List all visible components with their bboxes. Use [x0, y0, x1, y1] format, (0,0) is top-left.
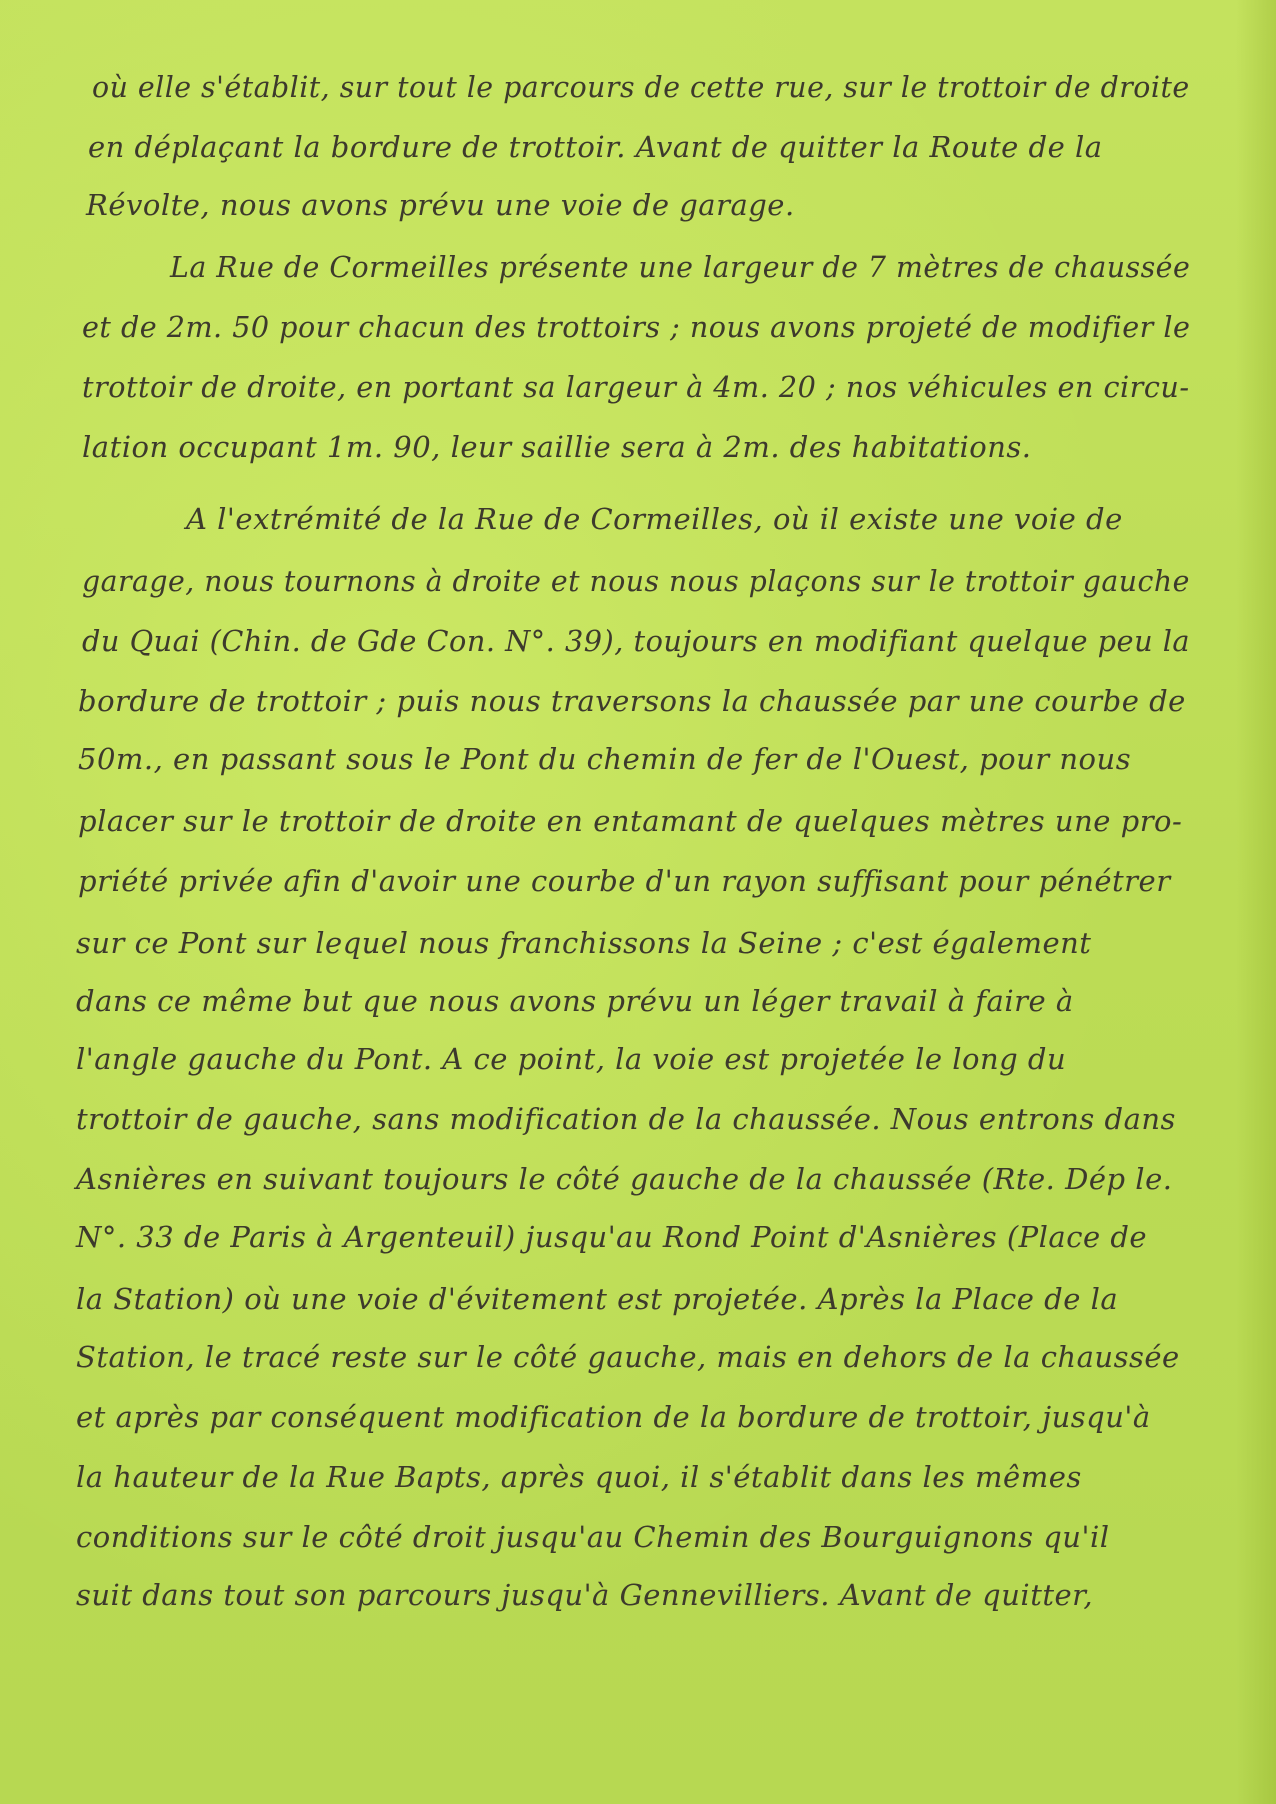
text-line: dans ce même but que nous avons prévu un léger travail à faire à: [76, 984, 1074, 1018]
text-line: bordure de trottoir ; puis nous traversons la chaussée par une courbe de: [78, 684, 1186, 718]
text-line: du Quai (Chin. de Gde Con. N°. 39), toujours en modifiant quelque peu la: [82, 624, 1191, 658]
page-edge-shadow: [1236, 0, 1276, 1804]
text-line: trottoir de gauche, sans modification de la chaussée. Nous entrons dans: [76, 1102, 1176, 1136]
text-line: 50m., en passant sous le Pont du chemin de fer de l'Ouest, pour nous: [78, 742, 1132, 776]
text-line: l'angle gauche du Pont. A ce point, la voie est projetée le long du: [76, 1042, 1067, 1076]
text-line: et de 2m. 50 pour chacun des trottoirs ; nous avons projeté de modifier le: [82, 310, 1191, 344]
text-line: la Station) où une voie d'évitement est projetée. Après la Place de la: [76, 1282, 1119, 1316]
text-line: placer sur le trottoir de droite en entamant de quelques mètres une pro-: [78, 804, 1183, 838]
text-line: trottoir de droite, en portant sa largeur à 4m. 20 ; nos véhicules en circu-: [82, 370, 1190, 404]
text-line: garage, nous tournons à droite et nous nous plaçons sur le trottoir gauche: [82, 564, 1190, 598]
text-line: où elle s'établit, sur tout le parcours de cette rue, sur le trottoir de droite: [92, 70, 1190, 104]
text-line: Asnières en suivant toujours le côté gauche de la chaussée (Rte. Dép le.: [76, 1162, 1173, 1196]
text-line: la hauteur de la Rue Bapts, après quoi, il s'établit dans les mêmes: [76, 1460, 1082, 1494]
text-line: N°. 33 de Paris à Argenteuil) jusqu'au Rond Point d'Asnières (Place de: [76, 1220, 1148, 1254]
text-line: Révolte, nous avons prévu une voie de garage.: [86, 188, 795, 222]
text-line: conditions sur le côté droit jusqu'au Chemin des Bourguignons qu'il: [76, 1520, 1110, 1554]
text-line: et après par conséquent modification de la bordure de trottoir, jusqu'à: [76, 1400, 1151, 1434]
text-line: priété privée afin d'avoir une courbe d'un rayon suffisant pour pénétrer: [78, 864, 1171, 898]
text-line: A l'extrémité de la Rue de Cormeilles, où il existe une voie de: [186, 502, 1123, 536]
text-line: en déplaçant la bordure de trottoir. Avant de quitter la Route de la: [88, 130, 1103, 164]
text-line: lation occupant 1m. 90, leur saillie sera à 2m. des habitations.: [82, 430, 1032, 464]
text-line: suit dans tout son parcours jusqu'à Gennevilliers. Avant de quitter,: [76, 1578, 1094, 1612]
text-line: Station, le tracé reste sur le côté gauche, mais en dehors de la chaussée: [76, 1340, 1180, 1374]
text-line: sur ce Pont sur lequel nous franchissons la Seine ; c'est également: [76, 926, 1092, 960]
text-line: La Rue de Cormeilles présente une largeur de 7 mètres de chaussée: [170, 250, 1191, 284]
